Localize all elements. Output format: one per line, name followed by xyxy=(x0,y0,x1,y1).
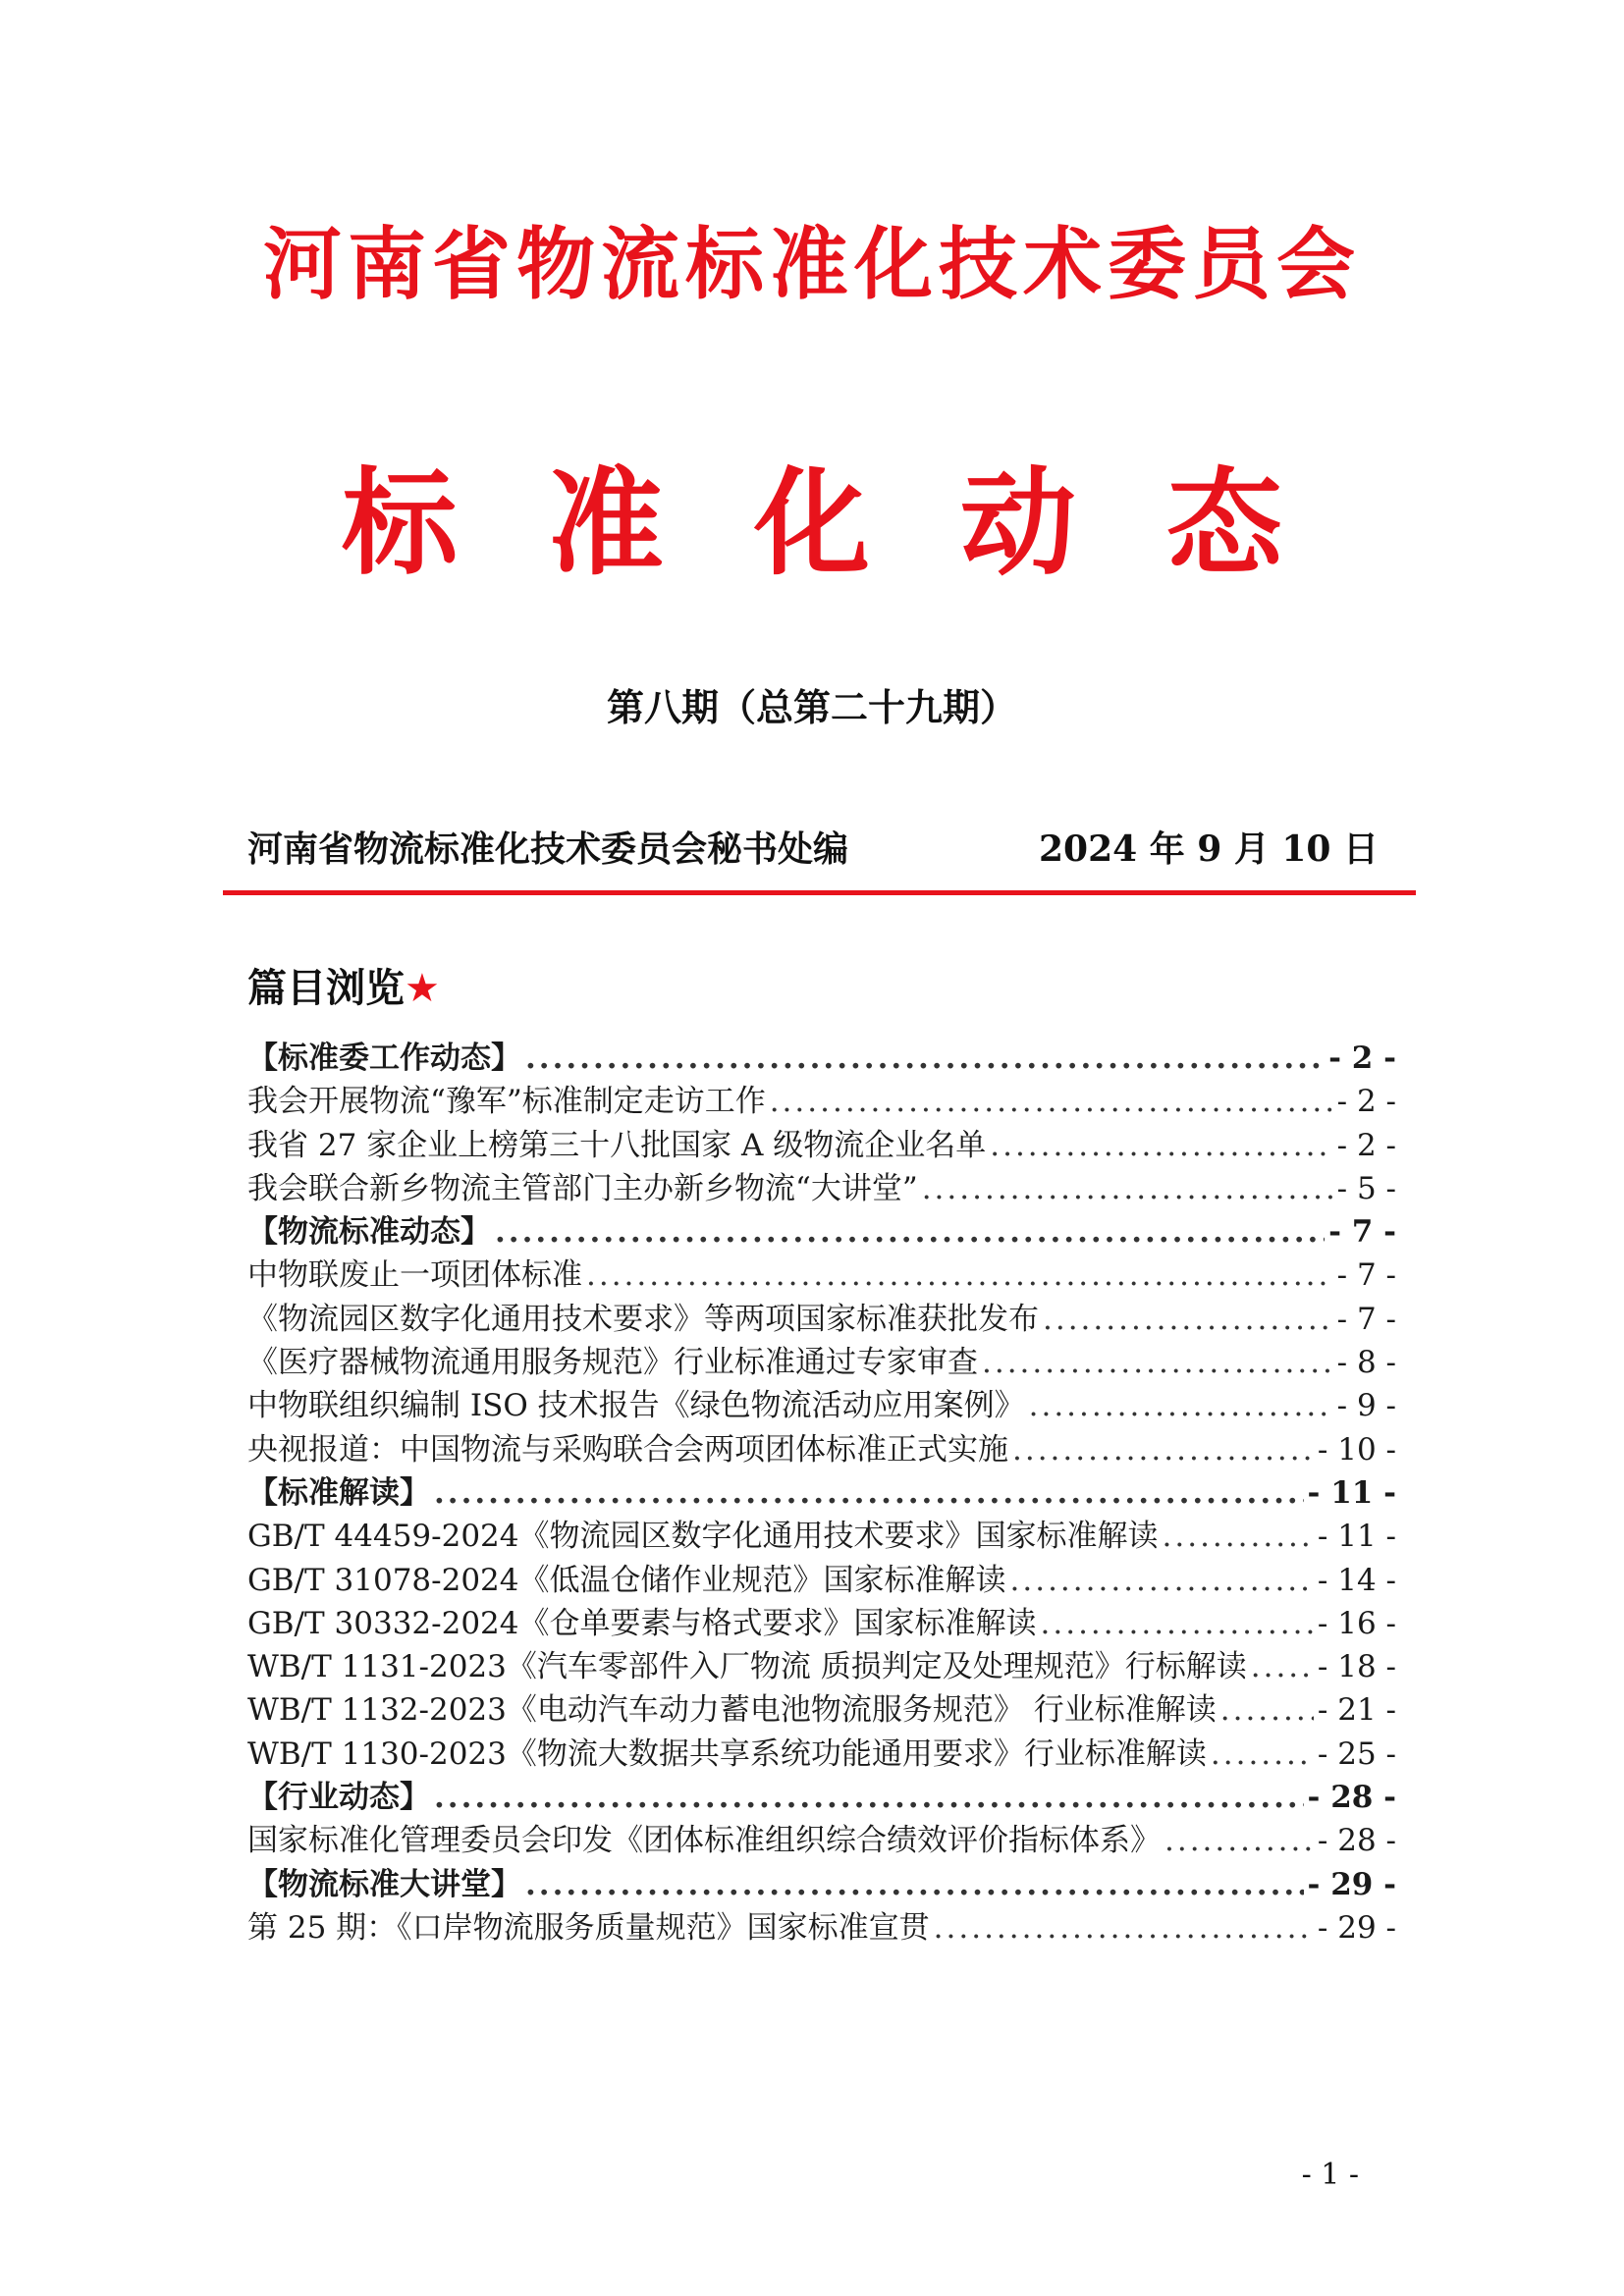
toc-page-number: - 8 - xyxy=(1336,1345,1396,1381)
toc-leader-dots xyxy=(982,1345,1333,1380)
red-divider xyxy=(223,890,1416,895)
toc-page-number: - 7 - xyxy=(1336,1257,1396,1294)
toc-leader-dots xyxy=(1211,1736,1314,1772)
toc-leader-dots xyxy=(1010,1563,1314,1598)
toc-page-number: - 10 - xyxy=(1317,1431,1396,1468)
toc-leader-dots xyxy=(934,1910,1314,1946)
toc-entry-row[interactable] xyxy=(247,1163,1396,1206)
toc-entry-title: 中物联组织编制 ISO 技术报告《绿色物流活动应用案例》 xyxy=(247,1388,1025,1424)
toc-page-number: - 21 - xyxy=(1317,1692,1396,1729)
toc-section-row[interactable] xyxy=(247,1859,1396,1902)
toc-entry-title: 我省 27 家企业上榜第三十八批国家 A 级物流企业名单 xyxy=(247,1127,987,1163)
toc-entry-row[interactable] xyxy=(247,1511,1396,1554)
toc-entry-row[interactable] xyxy=(247,1902,1396,1946)
toc-page-number: - 7 - xyxy=(1336,1301,1396,1337)
toc-page-number: - 11 - xyxy=(1307,1474,1396,1511)
toc-entry-row[interactable] xyxy=(247,1337,1396,1380)
toc-entry-title: 【标准解读】 xyxy=(247,1474,430,1511)
toc-section-row[interactable] xyxy=(247,1206,1396,1250)
toc-heading-label: 篇目浏览 xyxy=(247,966,405,1011)
toc-entry-title: 第 25 期：《口岸物流服务质量规范》国家标准宣贯 xyxy=(247,1909,930,1946)
toc-page-number: - 2 - xyxy=(1336,1127,1396,1163)
toc-entry-title: 【标准委工作动态】 xyxy=(247,1041,521,1076)
toc-leader-dots xyxy=(1012,1432,1314,1468)
toc-entry-row[interactable] xyxy=(247,1120,1396,1163)
toc-entry-row[interactable] xyxy=(247,1684,1396,1728)
toc-page-number: - 2 - xyxy=(1336,1084,1396,1120)
toc-section-row[interactable] xyxy=(247,1033,1396,1076)
toc-leader-dots xyxy=(1041,1606,1314,1641)
toc-page-number: - 29 - xyxy=(1307,1866,1396,1902)
toc-leader-dots xyxy=(1043,1302,1333,1337)
toc-entry-row[interactable] xyxy=(247,1555,1396,1598)
toc-entry-title: 《医疗器械物流通用服务规范》行业标准通过专家审查 xyxy=(247,1345,978,1381)
toc-page-number: - 25 - xyxy=(1317,1735,1396,1772)
toc-page-number: - 5 - xyxy=(1336,1170,1396,1206)
toc-page-number: - 29 - xyxy=(1317,1909,1396,1946)
toc-leader-dots xyxy=(434,1475,1304,1511)
toc-leader-dots xyxy=(1251,1649,1314,1684)
toc-leader-dots xyxy=(1164,1823,1314,1858)
toc-entry-row[interactable] xyxy=(247,1598,1396,1641)
page-number: - 1 - xyxy=(1301,2158,1359,2192)
toc-entry-title: GB/T 30332-2024《仓单要素与格式要求》国家标准解读 xyxy=(247,1605,1037,1641)
toc-page-number: - 28 - xyxy=(1307,1780,1396,1816)
editor-line: 河南省物流标准化技术委员会秘书处编 xyxy=(247,828,849,870)
toc-entry-title: WB/T 1130-2023《物流大数据共享系统功能通用要求》行业标准解读 xyxy=(247,1735,1207,1772)
toc-leader-dots xyxy=(990,1128,1332,1163)
toc-entry-row[interactable] xyxy=(247,1294,1396,1337)
table-of-contents xyxy=(247,1033,1396,1946)
toc-entry-title: 央视报道：中国物流与采购联合会两项团体标准正式实施 xyxy=(247,1431,1008,1468)
publish-date: 2024 年 9 月 10 日 xyxy=(1038,828,1379,870)
toc-leader-dots xyxy=(922,1171,1333,1206)
toc-page-number: - 2 - xyxy=(1328,1041,1396,1076)
toc-entry-title: GB/T 31078-2024《低温仓储作业规范》国家标准解读 xyxy=(247,1562,1006,1598)
toc-page-number: - 14 - xyxy=(1317,1562,1396,1598)
toc-section-row[interactable] xyxy=(247,1468,1396,1511)
toc-entry-title: WB/T 1132-2023《电动汽车动力蓄电池物流服务规范》 行业标准解读 xyxy=(247,1692,1217,1729)
toc-entry-title: 我会联合新乡物流主管部门主办新乡物流“大讲堂” xyxy=(247,1170,918,1206)
toc-entry-row[interactable] xyxy=(247,1641,1396,1684)
issue-number: 第八期（总第二十九期） xyxy=(606,685,1017,729)
toc-entry-title: 《物流园区数字化通用技术要求》等两项国家标准获批发布 xyxy=(247,1301,1039,1337)
toc-leader-dots xyxy=(1220,1692,1314,1728)
toc-entry-title: 中物联废止一项团体标准 xyxy=(247,1257,582,1294)
toc-entry-row[interactable] xyxy=(247,1076,1396,1119)
toc-leader-dots xyxy=(586,1257,1333,1293)
toc-page-number: - 7 - xyxy=(1328,1214,1396,1251)
bulletin-title: 标准化动态 xyxy=(341,454,1373,591)
toc-page-number: - 18 - xyxy=(1317,1649,1396,1685)
toc-entry-title: 国家标准化管理委员会印发《团体标准组织综合绩效评价指标体系》 xyxy=(247,1823,1161,1859)
toc-page-number: - 11 - xyxy=(1317,1519,1396,1555)
toc-entry-title: 【物流标准动态】 xyxy=(247,1214,491,1251)
toc-leader-dots xyxy=(525,1041,1325,1076)
toc-entry-title: 【物流标准大讲堂】 xyxy=(247,1866,521,1902)
toc-entry-title: 【行业动态】 xyxy=(247,1780,430,1816)
toc-leader-dots xyxy=(525,1867,1304,1902)
toc-page-number: - 9 - xyxy=(1336,1388,1396,1424)
toc-entry-row[interactable] xyxy=(247,1729,1396,1772)
toc-leader-dots xyxy=(495,1214,1325,1250)
toc-leader-dots xyxy=(1029,1388,1333,1423)
toc-entry-row[interactable] xyxy=(247,1250,1396,1293)
toc-entry-row[interactable] xyxy=(247,1380,1396,1423)
toc-entry-row[interactable] xyxy=(247,1815,1396,1858)
toc-entry-row[interactable] xyxy=(247,1424,1396,1468)
toc-entry-title: WB/T 1131-2023《汽车零部件入厂物流 质损判定及处理规范》行标解读 xyxy=(247,1649,1247,1685)
toc-heading xyxy=(247,957,440,1013)
toc-leader-dots xyxy=(434,1780,1304,1815)
toc-page-number: - 16 - xyxy=(1317,1605,1396,1641)
org-title: 河南省物流标准化技术委员会 xyxy=(263,218,1361,310)
toc-entry-title: GB/T 44459-2024《物流园区数字化通用技术要求》国家标准解读 xyxy=(247,1519,1159,1555)
toc-entry-title: 我会开展物流“豫军”标准制定走访工作 xyxy=(247,1084,766,1120)
star-icon: ★ xyxy=(405,966,440,1011)
toc-leader-dots xyxy=(1163,1519,1314,1554)
toc-page-number: - 28 - xyxy=(1317,1823,1396,1859)
toc-section-row[interactable] xyxy=(247,1772,1396,1815)
toc-leader-dots xyxy=(770,1084,1333,1119)
